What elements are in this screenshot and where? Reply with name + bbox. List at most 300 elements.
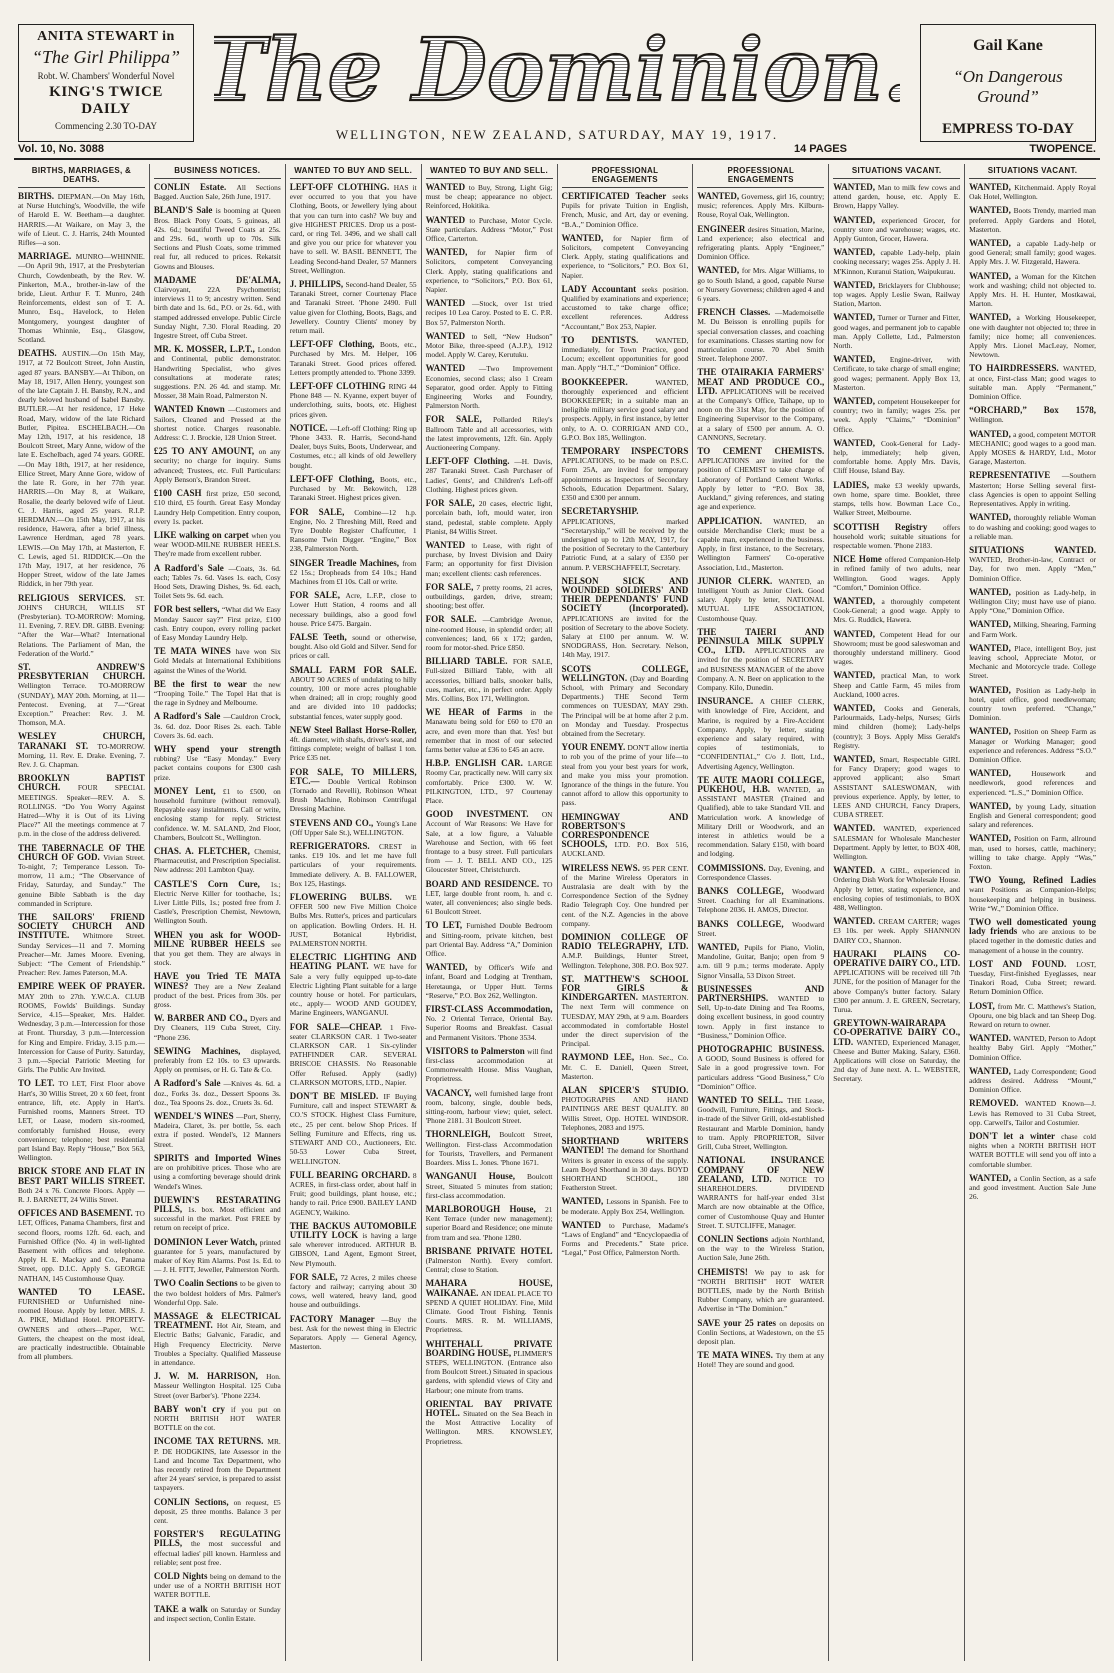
classified-ad: [969, 960, 1096, 997]
ad-title: CONLIN Sections,: [153, 1496, 234, 1507]
ad-title: WANTED,: [969, 768, 1032, 779]
ad-title: ALAN SPICER'S STUDIO.: [561, 1085, 689, 1096]
ad-title: WANTED,: [561, 232, 613, 243]
ad-title: WANTED,: [833, 354, 890, 365]
classified-ad: [426, 364, 553, 410]
ad-body: Both 24 x 76. Concrete Floors. Apply — R. J. BARNETT, 24 Willis Street.: [18, 1185, 145, 1204]
classified-ad: [290, 1171, 417, 1217]
ad-title: WANTED,: [833, 396, 878, 407]
ad-title: £100 CASH: [153, 488, 207, 499]
classified-ad: [833, 355, 960, 392]
ad-title: FOR SALE,: [425, 581, 477, 592]
ad-title: CERTIFICATED Teacher: [561, 191, 673, 201]
ad-body: Boulcott Street, Wellington. First-class Accommodation for Tourists, Travellers, and Permanent Boarders. Miss L. Jones. 'Phone 1671.: [425, 1130, 553, 1168]
ad-body: —Cambridge Avenue, nine-roomed House, in splendid order; all conveniences; land, 66 x 172; garden, room for motor-shed. Price £850.: [425, 615, 553, 652]
ad-body: adjoin Northland, on the way to the Wireless Station, Auction Sale, June 26th.: [697, 1234, 825, 1263]
classified-ad: [426, 963, 553, 1000]
ad-body: FURNISHED or Unfurnished nine-roomed House. Apply by letter. MRS. J. A. PIKE, Midland Hotel. PROPERTY-OWNERS and others—Paper, W.C. Gutters, the cheapest on the most ideal, are practically indestructible. Obtainable from all plumbers.: [18, 1296, 145, 1362]
ad-title: WANTED,: [969, 312, 1017, 323]
ad-body: when you wear WOOD-MILNE RUBBER HEELS. They're made from excellent rubber.: [153, 530, 281, 559]
ad-title: WANTED,: [969, 586, 1016, 597]
ad-title: J. PHILLIPS,: [289, 279, 346, 290]
nameplate-text: The Dominion.: [214, 20, 900, 120]
ad-title: COMMISSIONS.: [697, 862, 769, 873]
classified-ad: [18, 732, 145, 769]
ad-body: 4ft. diameter, with shafts, driver's seat, and fittings complete; weight of ballast 1 ton. Price £35 net.: [289, 734, 417, 763]
classified-ad: [833, 597, 960, 625]
classified-ad: [426, 615, 553, 652]
ad-title: WANTED,: [833, 247, 881, 258]
classified-ad: [562, 665, 689, 739]
ad-body: on deposits on Conlin Sections, at Wadestown, on the £5 deposit plan.: [697, 1318, 825, 1346]
ad-body: WANTED to Sell, Up-to-date Dining and Tea Rooms, doing excellent business, in good country town. Apply in first instance to “Business,” Dominion Office.: [697, 994, 825, 1040]
ad-body: Double Vertical Robinson (Tornado and Revelli), Robinson Wheat Brush Machine, Robinson Centrifugal Dressing Machine.: [289, 776, 417, 814]
classified-ad: [18, 1079, 145, 1162]
ad-body: DIEPMAN.—On May 16th, at Nurse Hutching's, Woodville, the wife of Harold E. W. Beetham—a daughter. HARRIS.—At Waikare, on May 3, the wife of Lieut. C. J. Harris, 24th Mounted Rifles—a son.: [18, 192, 145, 248]
ad-title: WANTED,: [425, 247, 478, 258]
ad-body: Wellington.: [969, 415, 1004, 425]
ad-title: TWO well domesticated young lady friends: [969, 917, 1096, 937]
ad-body: —Coats, 3s. 6d. each; Tables 7s. 6d. Vases 1s. each, Cosy Hood Sets, Drawing Dishes, 9s. 6d. each, Toilet Sets 9s. 6d. each.: [153, 563, 281, 601]
ad-body: —Southern Masterton; Horse Selling several first-class Agencies is open to appoint Selling Representatives. Apply in writing.: [969, 471, 1096, 509]
classified-ad: [562, 192, 689, 229]
classified-ad: [154, 745, 281, 782]
ad-body: Position on Sheep Farm as Manager or Working Manager; good experience and references. Address “S.O.” Dominion Office.: [969, 727, 1096, 764]
ad-title: NOTICE.: [289, 422, 330, 433]
classified-ad: [18, 192, 145, 247]
classified-ad: [154, 1372, 281, 1400]
ad-body: being on demand to the under use of a NORTH BRITISH HOT WATER BOTTLE.: [153, 1572, 281, 1600]
ad-body: 7 pretty rooms, 21 acres, outbuildings, garden, drive, stream; shooting; best offer.: [425, 582, 553, 611]
ad-body: WANTED, Brother-in-law, Contract or Day, for two men. Apply “Men,” Dominion Office.: [969, 555, 1096, 583]
ad-title: THORNLEIGH,: [425, 1129, 500, 1140]
ad-title: DOMINION COLLEGE OF RADIO TELEGRAPHY, LTD.: [561, 932, 689, 952]
ad-title: WANTED,: [833, 214, 882, 225]
ad-body: London and Continental, public demonstrator. Handwriting Specialist, who gives consultations at moderate rates; suggestions. P.N. 26 4d. and stamp. Mr. Mosser, 38 Main Road, Palmerston N.: [153, 345, 281, 401]
classified-ad: [697, 887, 824, 915]
classified-ad: [697, 628, 824, 692]
ad-body: Day, Evening, and Correspondence Classes.: [697, 863, 825, 882]
ad-body: ON Account of War Reasons: We Have for Sale, at a low figure, a Valuable Warehouse and Section, with 66 feet frontage to a busy street. Full particulars from — J. T. BELL AND CO., 125 Gloucester Street, Christchurch.: [425, 810, 553, 875]
ad-title: LOST,: [969, 1000, 998, 1011]
classified-ad: [18, 663, 145, 727]
ad-body: Position on Farm, allround man, used to horses, cattle, machinery; willing to take charge. Apply “Was,” Foxton.: [969, 834, 1096, 871]
ad-body: —Customers and Sailors, Cleaned and Pressed at the shortest notice. Charges reasonable. Address: C. J. Brockie, 128 Union Street.: [153, 405, 281, 443]
classified-ad: [426, 216, 553, 244]
ad-title: WANTED,: [969, 684, 1016, 695]
ad-title: WANTED: [425, 298, 472, 309]
ad-body: a Working Housekeeper, one with daughter not objected to; three in family; nice home; all conveniences. Apply Mrs. Lionel MacLeay, Nomer, Newtown.: [969, 313, 1096, 360]
classified-ad: [562, 813, 689, 859]
ad-title: GREYTOWN-WAIRARAPA CO-OPERATIVE DAIRY CO., LTD.: [833, 1018, 961, 1047]
ad-title: WANTED,: [833, 628, 880, 639]
classified-ad: [969, 239, 1096, 267]
ad-body: printed guarantee for 5 years, manufactured by maker of Key Rim Alarms. Post 1s. Ed. to — J. H. FITT, Jeweller, Palmerston North.: [153, 1237, 281, 1275]
classified-ad: [833, 755, 960, 819]
ad-body: WANTED Known—J. Lewis has Removed to 31 Cuba Street, opp. Carwell's, Tailor and Costumier.: [969, 1099, 1097, 1127]
ad-title: TWO Coalin Sections: [153, 1278, 240, 1289]
ear-line: “The Girl Philippa”: [31, 47, 181, 67]
ad-title: TWO Young, Refined Ladies: [969, 875, 1096, 886]
ad-title: WANTED,: [833, 753, 880, 764]
ad-title: RELIGIOUS SERVICES.: [18, 592, 135, 603]
left-ear-advert: [18, 24, 194, 142]
ad-body: Dyers and Dry Cleaners, 119 Cuba Street, City. “Phone 236.: [153, 1014, 281, 1042]
ad-body: Smart, Respectable GIRL for Fancy Drapery; good wages to approved applicant; also Smart ASSISTANT SALESWOMAN, with previous experience. Apply, by letter, to LEES AND CHURCH, Fancy Drapers, CUBA STREET.: [833, 754, 961, 820]
ad-title: BABY won't cry: [153, 1403, 232, 1414]
ad-title: SEWING Machines,: [153, 1045, 251, 1056]
classified-ad: [18, 594, 145, 658]
ad-body: Furnished Double Bedroom and Sitting-room, private kitchen, best part Oriental Bay. Address “A,” Dominion Office.: [425, 921, 553, 959]
ad-title: FOR SALE,: [289, 590, 346, 601]
ad-title: DEATHS.: [18, 348, 62, 359]
ad-title: FOR SALE,: [289, 1271, 341, 1282]
ad-body: £1 to £500, on household furniture (without removal). Repayable easy instalments. Call or write, enclosing stamp for reply. Strictest confidence. W. M. SALAND, 2nd Floor, Chambers, Boulcott St., Wellington.: [153, 786, 281, 842]
ad-title: LIKE walking on carpet: [153, 529, 252, 540]
ad-title: INCOME TAX RETURNS.: [153, 1436, 268, 1447]
ad-body: ABOUT 90 ACRES of undulating to hilly country, 100 or more acres ploughable when drained; all in crop; roughly good and are divided into 10 paddocks; substantial fences, water supply good.: [289, 674, 417, 721]
ad-body: ST. JOHN'S CHURCH, WILLIS ST (Presbyterian). TO-MORROW: Morning, 11. Evening, 7. REV. DR. GIBB. Evening: “After the War—What? International Relations. The Parliament of Man, the Federation of the World.”: [18, 593, 145, 658]
ad-title: SECRETARYSHIP.: [561, 506, 639, 517]
ad-body: Milking, Shearing, Farming and Farm Work.: [969, 620, 1096, 639]
ad-body: to Lease, with right of purchase, by Invest Division and Dairy Farm; an opportunity for first Division man; excellent clients: cash references.: [425, 540, 553, 578]
ad-title: WANTED.: [833, 823, 884, 834]
column: [14, 164, 150, 1661]
ad-title: FORSTER'S REGULATING PILLS,: [153, 1529, 281, 1549]
ad-body: Boots, etc., Purchased by Mrs. M. Helper, 106 Taranaki Street. Good prices offered. Letters promptly attended to. 'Phone 3399.: [289, 340, 417, 377]
classified-ad: [562, 447, 689, 502]
ad-title: HAURAKI PLAINS CO-OPERATIVE DAIRY CO., LTD.: [833, 948, 961, 969]
ad-body: Hot Air, Steam, and Electric Baths; Galvanic, Faradic, and High Frequency Electricity. Nerve Troubles a Specialty. Qualified Masseuse in attendance.: [153, 1321, 281, 1367]
classified-ad: [969, 546, 1096, 583]
ad-body: Wellington Terrace. TO-MORROW (SUNDAY), MAY 20th. Morning, at 11—Pentecost. Evening, at 7—“Great Exception.” Preacher: Rev. J. M. Thomson, M.A.: [18, 681, 145, 728]
classified-ad: [697, 368, 824, 442]
classified-ad: [154, 712, 281, 740]
ad-title: WANTED: [425, 214, 470, 225]
ad-title: WANTED: [425, 330, 472, 341]
classified-ad: [154, 787, 281, 842]
classified-ad: [833, 216, 960, 244]
classified-ad: [154, 564, 281, 601]
classified-ad: [154, 1279, 281, 1307]
classified-ad: [154, 1047, 281, 1075]
ad-body: —Mademoiselle M. Du Beisson is enrolling pupils for special conversation classes, and coaching for examinations. Classes starting now for matriculation course. 70 Abel Smith Street. Telephone 2007.: [697, 308, 825, 364]
ad-body: —Knives 4s. 6d. a doz., Forks 3s. doz., Dessert Spoons 3s. doz., Tea Spoons 2s. doz., Cruets 3s. 6d.: [153, 1079, 281, 1107]
ad-title: PHOTOGRAPHIC BUSINESS.: [697, 1044, 825, 1055]
classified-ad: [18, 982, 145, 1074]
ad-title: WANTED,: [697, 191, 742, 201]
ad-body: who are anxious to be placed together in the domestic duties and management of a house in the country.: [969, 927, 1097, 955]
classified-ad: [562, 1197, 689, 1215]
classified-ad: [154, 972, 281, 1009]
ad-body: Situated on the Sea Beach in the Most Attractive Locality of Wellington. MRS. KNOWSLEY, Proprietress.: [425, 1408, 553, 1446]
classified-ad: [290, 666, 417, 721]
ad-body: Boots, etc., Purchased by Mr. Bekowitch, 128 Taranaki Street. Highest prices given.: [289, 474, 417, 503]
ad-title: WANTED TO LEASE.: [18, 1286, 145, 1297]
ad-title: MAHARA HOUSE, WAIKANAE.: [425, 1278, 553, 1298]
ad-title: WANTED: [425, 539, 472, 550]
classified-ad: [562, 1137, 689, 1192]
ad-title: CHEMISTS!: [697, 1266, 755, 1277]
ad-title: STEVENS AND CO.,: [289, 817, 376, 828]
ad-title: WESLEY CHURCH, TARANAKI ST.: [18, 731, 145, 751]
ad-body: MASTERTON. The next Term will commence on TUESDAY, MAY 29th, at 9 a.m. Boarders accommodated in comfortable Hostel under the direct supervision of the Principal.: [561, 993, 689, 1049]
classified-ad: [290, 1315, 417, 1352]
volume-number: Vol. 10, No. 3088: [18, 143, 105, 155]
classified-ad: [426, 1047, 553, 1084]
ad-title: BROOKLYN BAPTIST CHURCH.: [18, 773, 145, 793]
classified-ad: [154, 1572, 281, 1600]
ad-title: WANTED,: [697, 942, 745, 953]
ad-title: WANGANUI House,: [425, 1171, 528, 1182]
ad-title: DOMINION Lever Watch,: [153, 1236, 260, 1247]
ad-body: IF Buying Furniture, call and inspect STEWART & CO.'S STOCK. Highest Class Furniture, etc., 25 per cent. below Shop Prices. If Selling Furniture and Effects, ring us. STEWART AND CO., Auctioneers, Etc. 50-53 Lower Cuba Street, WELLINGTON.: [289, 1092, 417, 1166]
price: TWOPENCE.: [1029, 143, 1096, 155]
ad-title: WANTED,: [969, 619, 1014, 630]
classified-ad: [969, 513, 1096, 541]
ad-title: £25 TO ANY AMOUNT,: [153, 446, 259, 457]
classified-ad: [18, 913, 145, 977]
classified-ad: [833, 917, 960, 945]
ad-body: —Stock, over 1st tried recipes 10 Lea Caroy. Posted to E. C. P.R. Box 57, Palmerston North.: [425, 299, 553, 327]
classified-ad: [290, 1273, 417, 1310]
ad-body: seeks Pupils for private Tuition in English, French, Music, and Art, day or evening. “B.A.,” Dominion Office.: [561, 192, 689, 229]
classified-ad: [154, 647, 281, 675]
classified-ad: [969, 183, 1096, 201]
ad-title: TE MATA WINES.: [697, 1350, 776, 1361]
ad-body: Chemist, Pharmaceutist, and Prescription Specialist. New address: 201 Lambton Quay.: [153, 847, 281, 875]
ad-body: A CHIEF CLERK, with knowledge of Fire, Accident, and Marine, is required by a Fire-Accident Company. Apply, by letter, stating experience and salary required, with copies of testimonials, to “CONFIDENTIAL,” C/o J. Ilott, Ltd., Advertising Agency, Wellington.: [697, 697, 825, 771]
ad-title: FOR SALE,: [289, 506, 355, 517]
classified-ad: [833, 281, 960, 309]
ad-title: BRISBANE PRIVATE HOTEL: [425, 1245, 553, 1256]
ad-title: BLAND'S Sale: [153, 205, 216, 216]
ad-body: A GOOD, Sound Business is offered for Sale in a good progressive town. For particulars address “Good Business,” C/o “Dominion” Office.: [697, 1054, 825, 1091]
ad-body: MR. P. DE HODGKINS, late Assessor in the Land and Income Tax Department, who has recently retired from the Department after 24 years' service, is prepared to assist taxpayers.: [153, 1437, 281, 1493]
ad-title: SCOTS COLLEGE, WELLINGTON.: [561, 663, 689, 683]
classified-ad: [833, 555, 960, 592]
ad-title: NELSON SICK AND WOUNDED SOLDIERS' AND THEIR DEPENDANTS' FUND SOCIETY (Incorporated).: [561, 575, 689, 614]
classified-ad: [697, 1319, 824, 1347]
classified-ad: [833, 248, 960, 276]
classified-ad: [833, 481, 960, 518]
ad-title: WANTED Known: [153, 404, 229, 415]
classified-ad: [833, 183, 960, 211]
ad-title: THE TABERNACLE OF THE CHURCH OF GOD.: [18, 842, 145, 862]
classified-ad: [969, 206, 1096, 234]
ad-body: to Purchase, Madame's “Laws of England” and “Encyclopaedia of Forms and Precedents.” State price. “Legal,” Post Office, Palmerston North.: [561, 1220, 689, 1258]
classified-ad: [969, 430, 1096, 467]
ad-title: CASTLE'S Corn Cure,: [153, 878, 271, 889]
ear-line: Commencing 2.30 TO-DAY: [54, 121, 158, 131]
classified-ad: [154, 847, 281, 875]
classified-ad: [833, 397, 960, 434]
classified-ad: [154, 1112, 281, 1149]
ad-title: WANTED,: [969, 800, 1016, 811]
classified-ad: [154, 1196, 281, 1233]
ad-body: APPLICATIONS will be received till 7th JUNE, for the position of Manager for the above Company's butter factory. Salary £300 per annum. J. E. GREEN, Secretary, Turua.: [833, 968, 961, 1015]
ad-body: Hon. Sec., Co. Mr. C. E. Daniell, Queen Street, Masterton.: [561, 1053, 689, 1081]
classified-ad: [833, 630, 960, 667]
ad-body: APPLICATIONS are invited for the position of Secretary to the above Society. Salary at £100 per annum. W. W. SNODGRASS, Hon. Secretary. Nelson, 14th May, 1917.: [561, 613, 689, 660]
ad-title: SMALL FARM FOR SALE.: [289, 664, 417, 675]
classified-ad: [426, 1400, 553, 1446]
ad-title: FIRST-CLASS Accommodation,: [425, 1004, 553, 1015]
ad-title: MONEY Lent,: [153, 785, 223, 796]
ad-body: Competent Head for our Showroom; must be good saleswoman and thoroughly understand millinery. Good wages.: [833, 629, 961, 667]
ad-body: MUNRO—WHINNIE.—On April 9th, 1917, at the Presbyterian Church, Cowdenbeath, by the Rev. W. Pinkerton, M.A., brother-in-law of the bride, Lieut. Arthur F. T. Munro, 24th Reinforcements, eldest son of T. A. Munro, Esq., Havelock, to Helen Montgomery, youngest daughter of Thomas Whinnie, Esq., Glasgow, Scotland.: [18, 252, 145, 345]
column-heading: SITUATIONS VACANT.: [833, 164, 960, 179]
ad-title: THE SAILORS' FRIEND SOCIETY CHURCH AND INSTITUTE.: [18, 912, 145, 941]
ad-body: have won Six Gold Medals at International Exhibitions against the Wines of the World.: [153, 647, 281, 675]
ear-line: KING'S TWICE DAILY: [49, 84, 163, 117]
classified-ad: [969, 644, 1096, 681]
ad-title: LEFT-OFF Clothing,: [289, 339, 381, 350]
classified-ad: [697, 1156, 824, 1230]
ad-body: see that you get them. They are always in stock.: [153, 939, 281, 968]
ad-title: YOUR ENEMY.: [561, 742, 628, 753]
volume-bar: [14, 142, 1100, 160]
classified-ad: [697, 985, 824, 1040]
ad-title: JUNIOR CLERK.: [697, 575, 779, 586]
ad-body: APPLICATIONS are invited for the position of CHEMIST to take charge of Laboratory of Portland Cement Works. Apply by letter to “P.O. Box 38, Auckland,” giving references, and stating age and experience.: [697, 456, 825, 512]
ad-title: WANTED,: [969, 512, 1014, 523]
classified-ad: [562, 577, 689, 660]
ad-body: Cook-General for Lady-help, immediately; help given, comfortable home. Apply Mrs. Davis, Cliff House, Island Bay.: [833, 438, 961, 476]
column: [286, 164, 422, 1661]
ad-body: to be given to the two boldest holders of Mrs. Palmer's Wonderful Opp. Sale.: [153, 1279, 281, 1307]
classified-ad: [290, 819, 417, 837]
classified-ad: [290, 340, 417, 377]
classified-ad: [833, 671, 960, 699]
ad-title: BUSINESSES AND PARTNERSHIPS.: [697, 983, 825, 1004]
ear-line: ANITA STEWART in: [37, 29, 175, 44]
ad-title: FULL BEARING ORCHARD.: [289, 1169, 413, 1180]
ear-line: “On Dangerous Ground”: [953, 67, 1063, 106]
classified-ad: [426, 759, 553, 805]
ad-body: Try them at any Hotel! They are sound and good.: [697, 1351, 825, 1370]
classified-ad: [154, 1079, 281, 1107]
classified-ad: [154, 1312, 281, 1367]
ad-title: WANTED,: [969, 1172, 1014, 1183]
ad-title: DUEWIN'S RESTARATING PILLS,: [153, 1194, 281, 1214]
classified-ad: [426, 921, 553, 958]
ad-title: WANTED,: [697, 265, 742, 276]
ad-title: TO DENTISTS.: [561, 334, 656, 345]
classified-ad: [697, 308, 824, 363]
ad-body: thoroughly reliable Woman to do washing and cooking; good wages to a reliable man.: [969, 513, 1096, 541]
classified-ad: [18, 774, 145, 838]
ad-body: 20 cases, electric light, porcelain bath, loft, mould water, iron stand, pedestal, stable complete. Apply Pianist, 84 Willis Street.: [425, 499, 553, 536]
ad-body: the new “Trooping Toile.” The Topel Hat that is the rage in Sydney and Melbourne.: [153, 679, 281, 708]
ad-title: WENDEL'S WINES: [153, 1111, 237, 1122]
classified-ad: [154, 183, 281, 201]
ad-body: Man to milk few cows and attend garden, house, etc. Apply E. Brown, Happy Valley.: [833, 183, 961, 211]
classified-ad: [833, 824, 960, 861]
ad-body: experienced Grocer, for country store and warehouse; wages, etc. Apply Gunton, Grocer, Hawera.: [833, 215, 961, 244]
ad-title: SAVE your 25 rates: [697, 1317, 780, 1328]
ad-body: MAY 20th to 27th. Y.W.C.A. CLUB ROOMS, Fowlds' Buildings. Sunday Service, 4.15—Speaker, Mrs. Halder. Wednesday, 3 p.m.—Intercession for those at Front. Thursday, 3 p.m.—Intercession for King and Empire. Friday, 3.15 p.m.—Intercession for Cause of Purity. Saturday, 3 p.m.—Special Patriotic Meeting for Girls. The Public Are Invited.: [18, 991, 145, 1075]
classified-ad: [697, 864, 824, 882]
ad-title: BOARD AND RESIDENCE.: [425, 878, 543, 889]
ad-body: APPLICATIONS, to be made on P.S.C. Form 25A, are invited for temporary appointments as Inspectors of Secondary Schools, Education Department. Salary, £350 and £300 per annum.: [561, 456, 689, 503]
column: [558, 164, 694, 1661]
ad-title: WANTED: [425, 182, 469, 192]
ad-title: FRENCH Classes.: [697, 307, 775, 318]
ad-body: Governess, girl 16, country; music; references. Apply Mrs. Kilburn-Rouse, Royal Oak, Wellington.: [697, 192, 825, 220]
classified-ad: [562, 1221, 689, 1258]
ad-title: FOR SALE,: [425, 498, 479, 509]
ad-title: CONLIN Sections: [697, 1233, 772, 1244]
ad-body: —Two Improvement Economies, second class; also 1 Cream Separator, good order. Apply to Fitting Engineering Works and Foundry, Palmerston North.: [425, 364, 553, 411]
nameplate: [214, 16, 900, 142]
ad-body: offers household work; suitable situations for respectable women. 'Phone 2183.: [833, 522, 961, 550]
ad-body: Turner or Turner and Fitter, good wages, and permanent job to capable man. Apply Collette, Ltd., Palmerston North.: [833, 313, 961, 351]
ear-line: EMPRESS TO-DAY: [942, 121, 1074, 137]
ad-title: MADAME DE'ALMA,: [153, 274, 281, 285]
ad-body: TO LET, large double front room, h. and c. water, all conveniences; also single beds. 61 Boulcott Street.: [425, 879, 553, 917]
ad-title: WANTED,: [833, 670, 882, 681]
classified-ad: [833, 950, 960, 1014]
classified-ad: [290, 424, 417, 470]
ad-body: on Saturday or Sunday and inspect section, Conlin Estate.: [153, 1604, 281, 1623]
classified-ad: [562, 1053, 689, 1081]
ad-title: COLD Nights: [153, 1571, 211, 1582]
classified-ad: [562, 507, 689, 571]
ad-title: LEFT-OFF Clothing,: [289, 473, 381, 484]
classified-ad: [290, 893, 417, 948]
classified-ad: [426, 1205, 553, 1242]
classified-ad: [969, 1002, 1096, 1030]
ad-body: chase cold nights when a NORTH BRITISH HOT WATER BOTTLE will send you off into a comfortable slumber.: [969, 1132, 1096, 1169]
column: [150, 164, 286, 1661]
classified-ad: [290, 559, 417, 587]
ad-title: CONLIN Estate.: [153, 182, 237, 192]
ad-body: on any security; no charge for inquiry. Sums advanced; Trustees, etc. Full Particulars: Apply Benson's, Brandon Street.: [153, 447, 281, 484]
ad-body: Place, intelligent Boy, just leaving school, Appreciate Motor, or Mechanic and Motorcycle trade. College Street.: [969, 643, 1096, 681]
ad-body: 1 Five-seater CLARKSON CAR. 1 Two-seater CLARKSON CAR. 1 Six-cylinder PATHFINDER CAR. SEVERAL BRISCOE CHASSIS. No Reasonable Offer Refused. Apply (sadly) CLARKSON MOTORS, LTD., Napier.: [289, 1022, 417, 1087]
ad-body: are on prohibitive prices. Those who are using a comforting beverage should drink Wendel's Wines.: [153, 1163, 281, 1191]
ad-body: TO LET, First Floor above Hart's, 30 Willis Street, 20 x 60 feet, front entrance, lift, etc. Apply in Hart's. Furnished rooms, Manners Street. TO LET, or Lease, modern six-roomed, comfortably furnished House, every convenience; telephone; best residential part Island Bay. Reply “House,” Box 563, Wellington.: [18, 1079, 145, 1163]
ad-title: DON'T BE MISLED.: [289, 1091, 384, 1102]
ad-body: (Day and Boarding School, with Primary and Secondary Departments.) THE Second Term commences on TUESDAY, MAY 29th. The Principal will be at home after 2 p.m. on Monday and Tuesday. Prospectus obtained from the Secretary.: [561, 673, 689, 738]
ad-body: offered Companion-Help in refined family of two adults, near Wellington. Good wages. Apply “Comfort,” Dominion Office.: [833, 555, 961, 592]
ad-title: ORIENTAL BAY PRIVATE HOTEL.: [425, 1398, 553, 1418]
ad-title: TAKE a walk: [153, 1603, 211, 1614]
classified-ad: [154, 931, 281, 968]
ad-body: Acre, L.F.P., close to Lower Hutt Station, 4 rooms and all necessary buildings, also a good fowl house. Price £475. Bargain.: [289, 591, 417, 628]
ad-body: WANTED, an outside Merchandise Clerk; must be a capable man, experienced in the business. Apply, in first instance, to the Secretary, Wellington Farmers' Co-operative Association, Ltd., Masterton.: [697, 516, 825, 572]
ad-body: Boots Trendy, married man preferred. Apply Gardens and Hotel, Masterton.: [969, 206, 1097, 234]
classified-ad: [697, 1268, 824, 1314]
dateline: WELLINGTON, NEW ZEALAND, SATURDAY, MAY 19, 1917.: [335, 127, 779, 142]
ad-body: —Buy the best. Ask for the newest thing in Electric Separators. Apply — General Agency, Masterton.: [289, 1314, 417, 1352]
ad-title: LADIES,: [833, 479, 875, 490]
ad-title: A Radford's Sale: [153, 1078, 224, 1089]
ad-body: APPLICATIONS will be received at the Company's Office, Taihape, up to noon on the 31st May, for the position of Engineering Supervisor to the Company, at a salary of £500 per annum. A. O. CANNONS, Secretary.: [697, 386, 825, 442]
column-heading: WANTED TO BUY AND SELL.: [426, 164, 553, 179]
ad-title: LEFT-OFF CLOTHING: [289, 381, 389, 392]
ad-body: will find first-class accommodation at Commonwealth House. Miss Vaughan, Proprietress.: [425, 1046, 553, 1084]
classified-ad: [18, 252, 145, 344]
ad-body: Second-hand Dealer, 55 Taranaki Street, corner Courtenay Place and Taranaki Street. 'Phone 2490. Full value given for Clothing, Boots, Bags, and Jewellery. Country Clients' money by return mail.: [289, 280, 417, 336]
ear-line: Robt. W. Chambers' Wonderful Novel: [37, 71, 175, 81]
classified-ad: [969, 1099, 1096, 1127]
classified-ad: [969, 364, 1096, 401]
ad-body: the most successful and effectual ladies' pill known. Harmless and reliable; sent post free.: [153, 1539, 281, 1567]
ad-title: WHITEHALL PRIVATE BOARDING HOUSE,: [425, 1338, 553, 1358]
ad-title: WHEN you ask for WOOD-MILNE RUBBER HEELS: [153, 929, 281, 949]
